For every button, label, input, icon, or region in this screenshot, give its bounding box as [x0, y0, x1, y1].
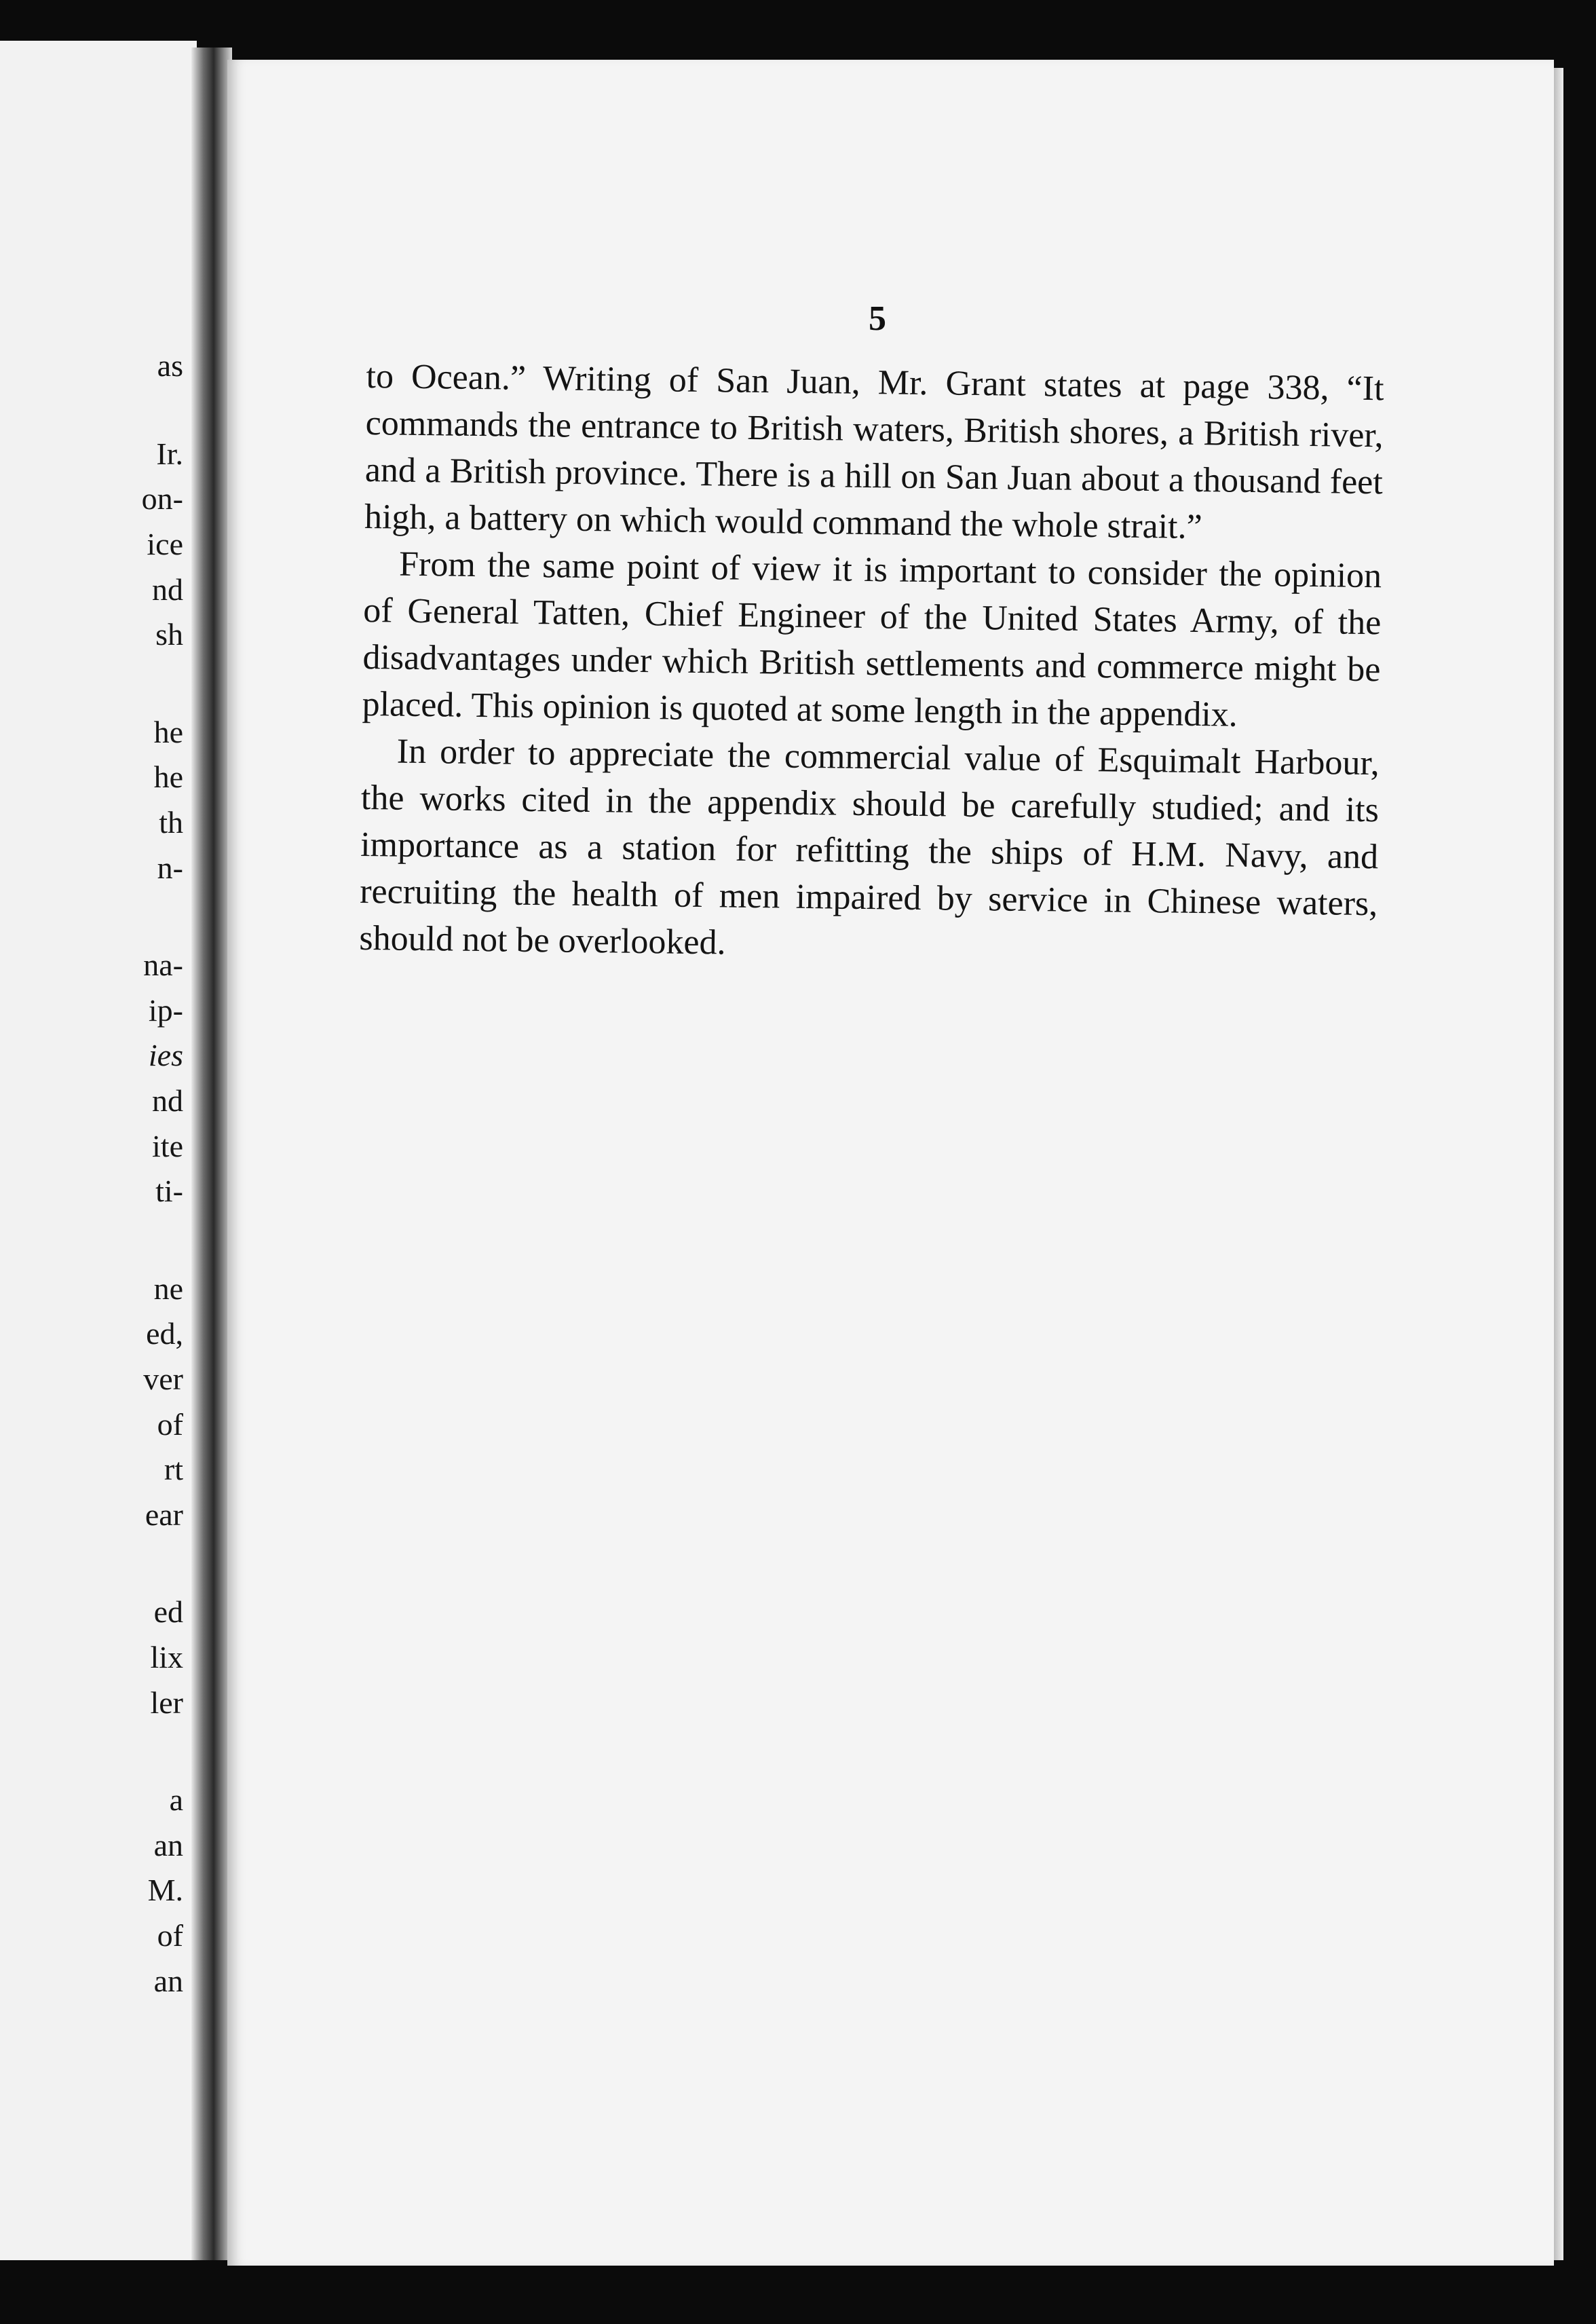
left-page-fragment: ler — [150, 1685, 183, 1720]
book-gutter — [191, 48, 232, 2260]
left-page-fragment: sh — [155, 617, 183, 652]
left-page-fragment: M. — [147, 1873, 183, 1907]
left-page-fragment: ice — [147, 527, 183, 561]
left-page-fragment: ed, — [146, 1316, 183, 1351]
left-page-fragment: ed — [153, 1594, 183, 1629]
left-page-fragment: nd — [152, 1083, 183, 1118]
left-page-fragment: ies — [148, 1038, 183, 1072]
paragraph-2: From the same point of view it is important to consider the opinion of General Tatten, Chief Engineer of the United States Army, of the disadvantages under which British settlements and commerce might be placed. This opinion is quoted at some length in the appendix. — [362, 544, 1382, 734]
left-page-fragment: he — [153, 715, 183, 749]
left-page-fragment: of — [157, 1918, 183, 1953]
paragraph-1: to Ocean.” Writing of San Juan, Mr. Grant states at page 338, “It commands the entrance to British waters, British shores, a British river, and a British province. There is a hill on San Juan about a thousand feet high, a battery on which would command the whole strait.” — [364, 356, 1384, 547]
left-page-fragment: rt — [164, 1452, 183, 1486]
left-facing-page — [0, 41, 197, 2260]
left-page-fragment: on- — [141, 481, 183, 516]
left-page-fragment: ite — [152, 1129, 183, 1163]
left-page-fragment: he — [153, 760, 183, 794]
paragraph-3: In order to appreciate the commercial value of Esquimalt Harbour, the works cited in the appendix should be carefully studied; and its importance as a station for refitting the ships of H.M. Navy, and recruiting the health of men impaired by service in Chinese waters, should not be overlooked. — [359, 732, 1380, 962]
left-page-fragment: th — [159, 805, 183, 840]
left-page-fragment: ne — [153, 1271, 183, 1306]
left-page-fragment: ip- — [148, 993, 183, 1028]
left-page-fragment: ti- — [155, 1174, 183, 1208]
left-page-fragment: ear — [145, 1497, 183, 1532]
left-page-fragment: an — [153, 1964, 183, 1998]
left-page-fragment: nd — [152, 572, 183, 607]
page-number: 5 — [869, 299, 886, 338]
left-page-fragment: as — [157, 348, 183, 383]
left-page-fragment: ver — [143, 1362, 183, 1396]
page-edge — [1554, 68, 1563, 2260]
left-page-fragment: n- — [157, 850, 183, 885]
body-text — [359, 353, 1384, 974]
left-page-fragment: an — [153, 1828, 183, 1862]
left-page-fragment: Ir. — [156, 436, 183, 471]
left-page-fragment: of — [157, 1407, 183, 1442]
left-page-fragment: lix — [150, 1640, 183, 1674]
left-page-fragment: na- — [143, 948, 183, 982]
left-page-fragment: a — [169, 1782, 183, 1817]
